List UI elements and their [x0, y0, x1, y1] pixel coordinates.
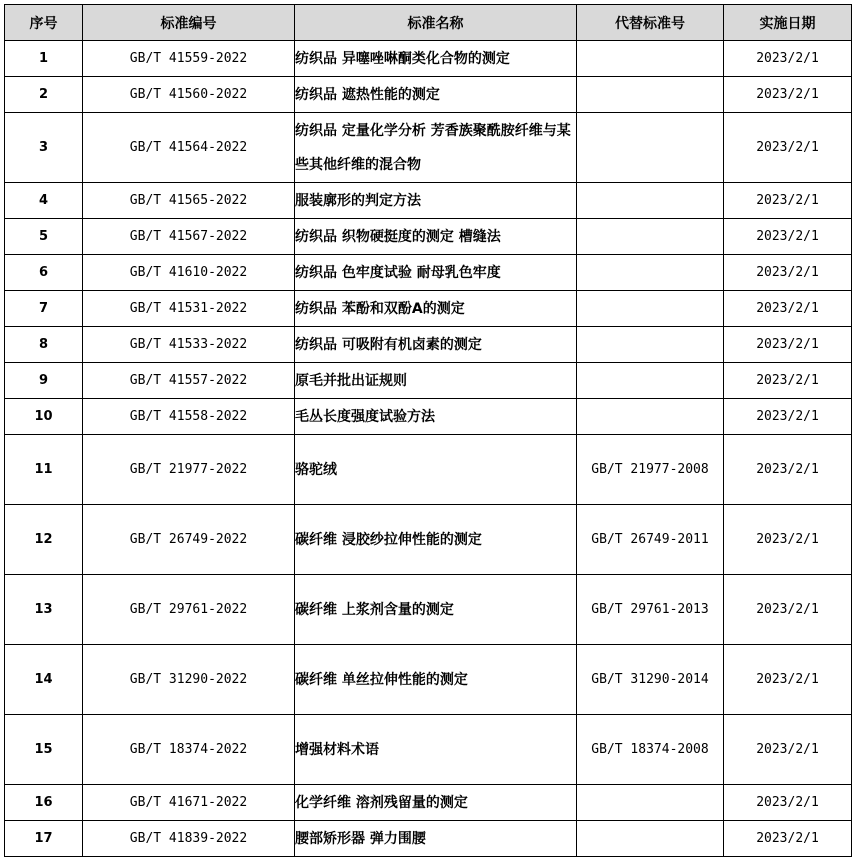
table-row	[5, 363, 852, 399]
row-date: 2023/2/1	[724, 435, 852, 505]
table-row	[5, 505, 852, 575]
header-replace: 代替标准号	[577, 5, 724, 41]
row-no: 2	[5, 77, 83, 113]
table-row	[5, 77, 852, 113]
row-no: 15	[5, 715, 83, 785]
row-replace	[577, 715, 724, 785]
row-name: 原毛并批出证规则	[295, 363, 577, 399]
row-name: 纺织品 异噻唑啉酮类化合物的测定	[295, 41, 577, 77]
row-date: 2023/2/1	[724, 327, 852, 363]
row-name: 纺织品 遮热性能的测定	[295, 77, 577, 113]
row-name: 腰部矫形器 弹力围腰	[295, 821, 577, 857]
row-name: 服装廓形的判定方法	[295, 183, 577, 219]
row-code: GB/T 41560-2022	[83, 77, 295, 113]
row-replace	[577, 41, 724, 77]
table-row	[5, 785, 852, 821]
row-no: 3	[5, 113, 83, 183]
table-row	[5, 821, 852, 857]
row-replace	[577, 113, 724, 183]
row-date: 2023/2/1	[724, 255, 852, 291]
row-code: GB/T 41564-2022	[83, 113, 295, 183]
table-row	[5, 715, 852, 785]
replace-code: GB/T 31290-2014	[591, 671, 709, 687]
row-code: GB/T 18374-2022	[83, 715, 295, 785]
row-no: 13	[5, 575, 83, 645]
row-name: 纺织品 可吸附有机卤素的测定	[295, 327, 577, 363]
row-replace	[577, 219, 724, 255]
table-row	[5, 255, 852, 291]
row-date: 2023/2/1	[724, 505, 852, 575]
row-no: 14	[5, 645, 83, 715]
row-code: GB/T 41839-2022	[83, 821, 295, 857]
row-date: 2023/2/1	[724, 113, 852, 183]
row-code: GB/T 41610-2022	[83, 255, 295, 291]
row-date: 2023/2/1	[724, 219, 852, 255]
row-name: 纺织品 苯酚和双酚A的测定	[295, 291, 577, 327]
header-name: 标准名称	[295, 5, 577, 41]
row-date: 2023/2/1	[724, 291, 852, 327]
replace-code: GB/T 29761-2013	[591, 601, 709, 617]
row-replace	[577, 505, 724, 575]
row-replace	[577, 399, 724, 435]
replace-code: GB/T 18374-2008	[591, 741, 709, 757]
row-name: 碳纤维 单丝拉伸性能的测定	[295, 645, 577, 715]
standards-table	[4, 4, 852, 857]
row-replace	[577, 183, 724, 219]
row-replace	[577, 291, 724, 327]
row-no: 17	[5, 821, 83, 857]
table-row	[5, 291, 852, 327]
row-name: 纺织品 定量化学分析 芳香族聚酰胺纤维与某些其他纤维的混合物	[295, 113, 577, 183]
header-no: 序号	[5, 5, 83, 41]
row-code: GB/T 41531-2022	[83, 291, 295, 327]
table-row	[5, 41, 852, 77]
row-code: GB/T 41557-2022	[83, 363, 295, 399]
table-row	[5, 645, 852, 715]
row-replace	[577, 575, 724, 645]
header-row	[5, 5, 852, 41]
row-no: 11	[5, 435, 83, 505]
row-date: 2023/2/1	[724, 41, 852, 77]
row-code: GB/T 41565-2022	[83, 183, 295, 219]
row-code: GB/T 41559-2022	[83, 41, 295, 77]
row-date: 2023/2/1	[724, 183, 852, 219]
row-name: 化学纤维 溶剂残留量的测定	[295, 785, 577, 821]
row-replace	[577, 327, 724, 363]
row-code: GB/T 41567-2022	[83, 219, 295, 255]
row-no: 16	[5, 785, 83, 821]
row-replace	[577, 435, 724, 505]
row-replace	[577, 363, 724, 399]
replace-code: GB/T 21977-2008	[591, 461, 709, 477]
row-code: GB/T 29761-2022	[83, 575, 295, 645]
replace-code: GB/T 26749-2011	[591, 531, 709, 547]
row-replace	[577, 77, 724, 113]
row-date: 2023/2/1	[724, 645, 852, 715]
table-row	[5, 575, 852, 645]
row-name: 增强材料术语	[295, 715, 577, 785]
row-replace	[577, 255, 724, 291]
row-date: 2023/2/1	[724, 575, 852, 645]
table-row	[5, 399, 852, 435]
table-row	[5, 113, 852, 183]
row-date: 2023/2/1	[724, 363, 852, 399]
row-name: 毛丛长度强度试验方法	[295, 399, 577, 435]
row-name: 纺织品 色牢度试验 耐母乳色牢度	[295, 255, 577, 291]
table-row	[5, 183, 852, 219]
row-code: GB/T 21977-2022	[83, 435, 295, 505]
row-no: 5	[5, 219, 83, 255]
row-code: GB/T 41558-2022	[83, 399, 295, 435]
row-code: GB/T 41671-2022	[83, 785, 295, 821]
row-no: 4	[5, 183, 83, 219]
row-code: GB/T 41533-2022	[83, 327, 295, 363]
row-date: 2023/2/1	[724, 77, 852, 113]
header-date: 实施日期	[724, 5, 852, 41]
row-date: 2023/2/1	[724, 821, 852, 857]
row-no: 12	[5, 505, 83, 575]
table-row	[5, 327, 852, 363]
row-no: 6	[5, 255, 83, 291]
row-name: 碳纤维 浸胶纱拉伸性能的测定	[295, 505, 577, 575]
row-replace	[577, 785, 724, 821]
row-no: 8	[5, 327, 83, 363]
row-no: 7	[5, 291, 83, 327]
row-replace	[577, 645, 724, 715]
row-name: 骆驼绒	[295, 435, 577, 505]
row-name: 碳纤维 上浆剂含量的测定	[295, 575, 577, 645]
row-no: 9	[5, 363, 83, 399]
table-row	[5, 435, 852, 505]
row-date: 2023/2/1	[724, 785, 852, 821]
row-date: 2023/2/1	[724, 715, 852, 785]
row-code: GB/T 31290-2022	[83, 645, 295, 715]
row-replace	[577, 821, 724, 857]
row-no: 1	[5, 41, 83, 77]
row-code: GB/T 26749-2022	[83, 505, 295, 575]
row-date: 2023/2/1	[724, 399, 852, 435]
header-code: 标准编号	[83, 5, 295, 41]
table-row	[5, 219, 852, 255]
row-no: 10	[5, 399, 83, 435]
row-name: 纺织品 织物硬挺度的测定 槽缝法	[295, 219, 577, 255]
